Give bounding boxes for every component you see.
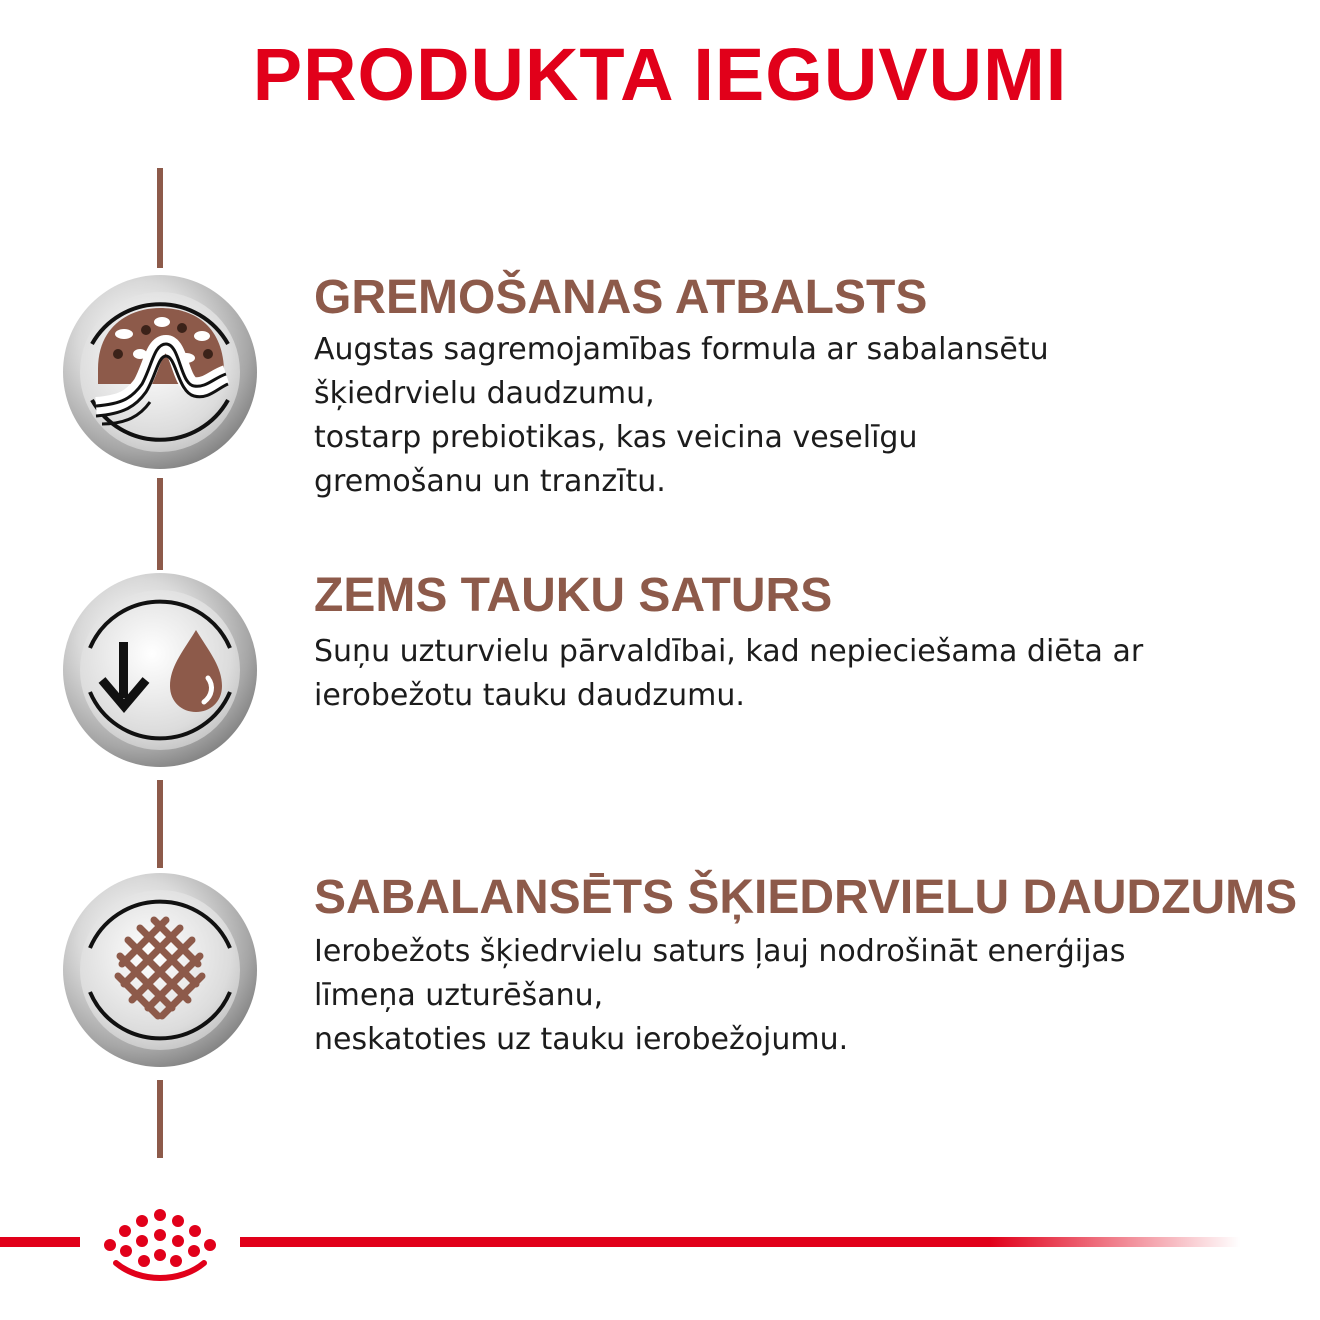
fiber-mesh-icon	[62, 872, 258, 1068]
benefit-line: tostarp prebiotikas, kas veicina veselīgu	[314, 420, 918, 455]
timeline-divider	[157, 780, 163, 868]
timeline-divider	[157, 478, 163, 570]
digestion-icon	[62, 274, 258, 470]
low-fat-icon	[62, 572, 258, 768]
benefit-heading: ZEMS TAUKU SATURS	[314, 569, 833, 622]
benefit-line: šķiedrvielu daudzumu,	[314, 376, 655, 411]
benefit-line: Ierobežots šķiedrvielu saturs ļauj nodrošināt enerģijas	[314, 934, 1126, 969]
benefit-description	[314, 930, 1125, 1062]
benefit-heading: SABALANSĒTS ŠĶIEDRVIELU DAUDZUMS	[314, 871, 1298, 924]
benefit-description	[314, 630, 1143, 718]
benefit-description	[314, 328, 1049, 504]
footer-line	[0, 1237, 80, 1247]
royal-crown-icon	[90, 1205, 230, 1285]
benefit-line: gremošanu un tranzītu.	[314, 464, 666, 499]
benefit-line: neskatoties uz tauku ierobežojumu.	[314, 1022, 849, 1057]
benefit-line: ierobežotu tauku daudzumu.	[314, 678, 745, 713]
timeline-divider	[157, 1080, 163, 1158]
footer-line	[240, 1237, 1240, 1247]
benefit-line: Suņu uzturvielu pārvaldībai, kad nepieciešama diēta ar	[314, 634, 1144, 669]
benefit-line: Augstas sagremojamības formula ar sabalansētu	[314, 332, 1049, 367]
page-title: PRODUKTA IEGUVUMI	[252, 33, 1068, 116]
benefit-line: līmeņa uzturēšanu,	[314, 978, 604, 1013]
benefit-heading: GREMOŠANAS ATBALSTS	[314, 271, 928, 324]
timeline-divider	[157, 168, 163, 268]
